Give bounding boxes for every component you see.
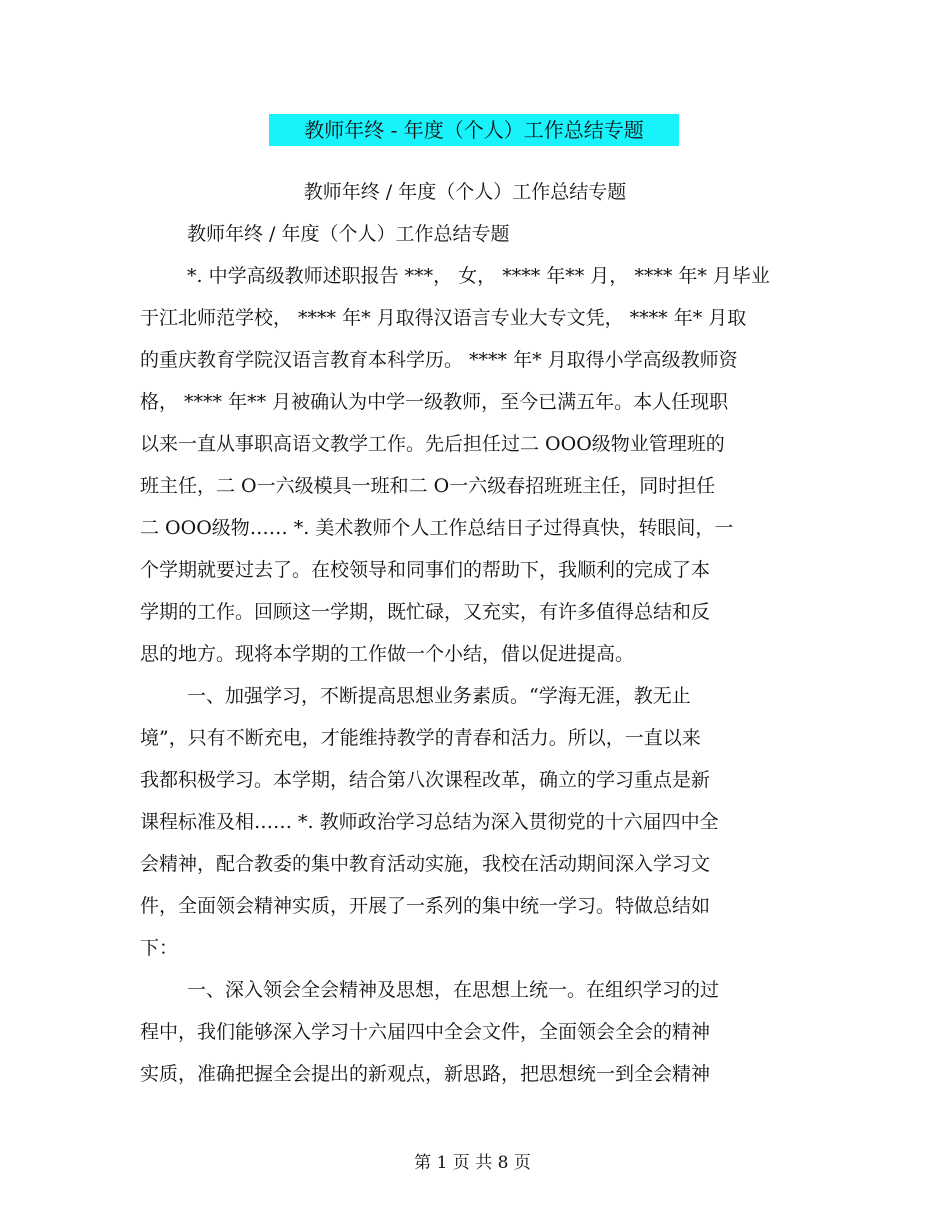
body-line: 程中，我们能够深入学习十六届四中全会文件，全面领会全会的精神 — [140, 1021, 711, 1043]
body-line: 教师年终 / 年度（个人）工作总结专题 — [187, 223, 510, 245]
body-line: 一、加强学习，不断提高思想业务素质。“学海无涯，教无止 — [187, 685, 691, 707]
body-line: 班主任，二 O一六级模具一班和二 O一六级春招班班主任，同时担任 — [140, 475, 716, 497]
body-line: 学期的工作。回顾这一学期，既忙碌，又充实，有许多值得总结和反 — [140, 601, 711, 623]
body-line: 于江北师范学校， **** 年* 月取得汉语言专业大专文凭， **** 年* 月取 — [140, 307, 747, 329]
body-line: 下： — [140, 937, 179, 959]
body-line: 件，全面领会精神实质，开展了一系列的集中统一学习。特做总结如 — [140, 895, 711, 917]
body-line: 我都积极学习。本学期，结合第八次课程改革，确立的学习重点是新 — [140, 769, 711, 791]
page-title: 教师年终 - 年度（个人）工作总结专题 — [304, 118, 644, 142]
body-line: 格， **** 年** 月被确认为中学一级教师，至今已满五年。本人任现职 — [140, 391, 729, 413]
body-line: 课程标准及相…… *. 教师政治学习总结为深入贯彻党的十六届四中全 — [140, 811, 719, 833]
page-number-footer: 第 1 页 共 8 页 — [414, 1153, 531, 1173]
body-line: 思的地方。现将本学期的工作做一个小结，借以促进提高。 — [140, 643, 635, 665]
body-line: 个学期就要过去了。在校领导和同事们的帮助下，我顺利的完成了本 — [140, 559, 711, 581]
body-line: 的重庆教育学院汉语言教育本科学历。 **** 年* 月取得小学高级教师资 — [140, 349, 738, 371]
body-line: 境”，只有不断充电，才能维持教学的青春和活力。所以，一直以来 — [140, 727, 701, 749]
body-line: 一、深入领会全会精神及思想，在思想上统一。在组织学习的过 — [187, 979, 720, 1001]
body-line: 二 OOO级物…… *. 美术教师个人工作总结日子过得真快，转眼间，一 — [140, 517, 734, 539]
body-line: *. 中学高级教师述职报告 ***， 女， **** 年** 月， **** 年* 月毕业 — [187, 265, 770, 287]
body-line: 实质，准确把握全会提出的新观点，新思路，把思想统一到全会精神 — [140, 1063, 711, 1085]
body-line: 以来一直从事职高语文教学工作。先后担任过二 OOO级物业管理班的 — [140, 433, 725, 455]
document-subtitle: 教师年终 / 年度（个人）工作总结专题 — [303, 181, 627, 203]
body-line: 会精神，配合教委的集中教育活动实施，我校在活动期间深入学习文 — [140, 853, 711, 875]
